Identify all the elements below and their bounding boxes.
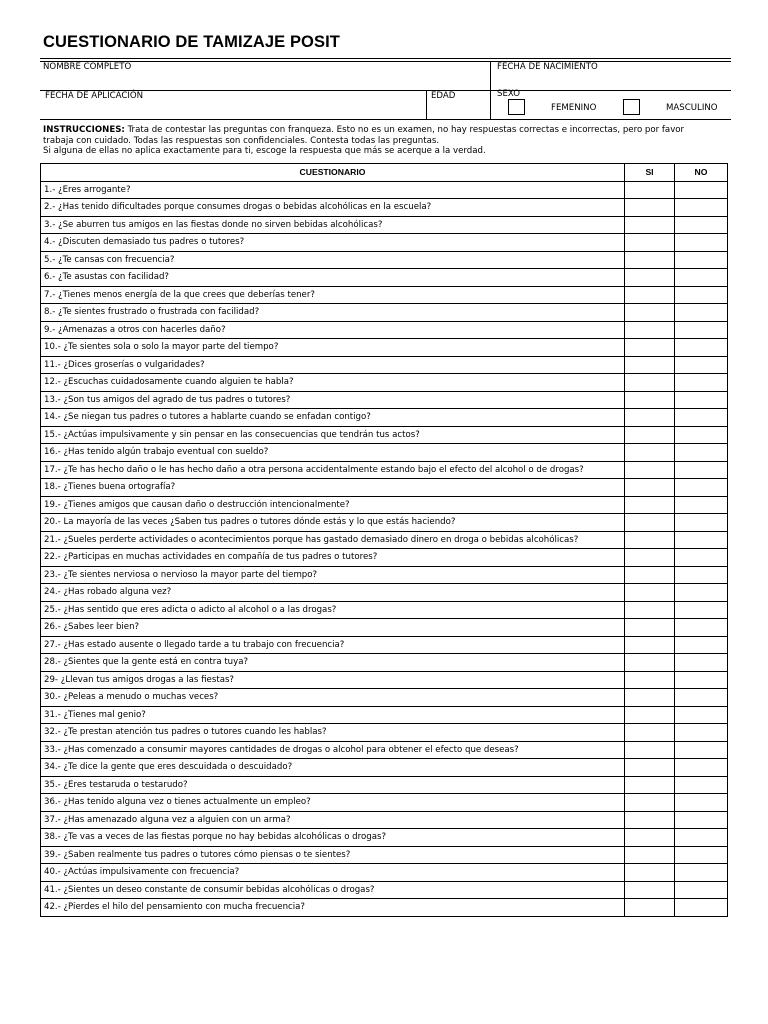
header-divider-right: [490, 61, 491, 119]
question-text: 2.- ¿Has tenido dificultades porque consumes drogas o bebidas alcohólicas en la escuela?: [41, 199, 625, 217]
answer-no-cell[interactable]: [675, 601, 728, 619]
header-yes: SI: [625, 164, 675, 182]
instructions-line-1: Trata de contestar las preguntas con franqueza. Esto no es un examen, no hay respuestas correctas e incorrectas, pero por favor: [124, 125, 685, 135]
question-text: 3.- ¿Se aburren tus amigos en las fiestas donde no sirven bebidas alcohólicas?: [41, 216, 625, 234]
table-row: [41, 479, 728, 497]
question-text: 7.- ¿Tienes menos energía de la que crees que deberías tener?: [41, 286, 625, 304]
answer-yes-cell[interactable]: [625, 759, 675, 777]
answer-yes-cell[interactable]: [625, 654, 675, 672]
table-row: [41, 531, 728, 549]
table-row: [41, 636, 728, 654]
header-mid-rule: [40, 90, 731, 91]
table-row: [41, 356, 728, 374]
question-text: 27.- ¿Has estado ausente o llegado tarde a tu trabajo con frecuencia?: [41, 636, 625, 654]
answer-yes-cell[interactable]: [625, 269, 675, 287]
question-text: 12.- ¿Escuchas cuidadosamente cuando alguien te habla?: [41, 374, 625, 392]
page-title: CUESTIONARIO DE TAMIZAJE POSIT: [43, 33, 340, 51]
answer-no-cell[interactable]: [675, 426, 728, 444]
female-checkbox[interactable]: [508, 99, 525, 115]
table-row: [41, 321, 728, 339]
answer-no-cell[interactable]: [675, 531, 728, 549]
table-row: [41, 444, 728, 462]
answer-yes-cell[interactable]: [625, 619, 675, 637]
table-row: [41, 409, 728, 427]
answer-no-cell[interactable]: [675, 409, 728, 427]
application-date-field[interactable]: FECHA DE APLICACIÓN: [45, 91, 144, 101]
instructions-line-3: Si alguna de ellas no aplica exactamente para ti, escoge la respuesta que más se acerque a la verdad.: [43, 146, 486, 157]
answer-no-cell[interactable]: [675, 584, 728, 602]
table-row: [41, 566, 728, 584]
question-text: 39.- ¿Saben realmente tus padres o tutores cómo piensas o te sientes?: [41, 846, 625, 864]
table-row: [41, 654, 728, 672]
answer-no-cell[interactable]: [675, 864, 728, 882]
question-text: 13.- ¿Son tus amigos del agrado de tus padres o tutores?: [41, 391, 625, 409]
question-text: 23.- ¿Te sientes nerviosa o nervioso la mayor parte del tiempo?: [41, 566, 625, 584]
table-row: [41, 741, 728, 759]
answer-yes-cell[interactable]: [625, 601, 675, 619]
answer-yes-cell[interactable]: [625, 864, 675, 882]
question-text: 36.- ¿Has tenido alguna vez o tienes actualmente un empleo?: [41, 794, 625, 812]
sex-label: SEXO: [497, 89, 520, 99]
answer-yes-cell[interactable]: [625, 689, 675, 707]
table-row: [41, 794, 728, 812]
answer-yes-cell[interactable]: [625, 234, 675, 252]
table-row: [41, 269, 728, 287]
question-text: 18.- ¿Tienes buena ortografía?: [41, 479, 625, 497]
table-row: [41, 304, 728, 322]
question-text: 35.- ¿Eres testaruda o testarudo?: [41, 776, 625, 794]
answer-no-cell[interactable]: [675, 619, 728, 637]
answer-yes-cell[interactable]: [625, 671, 675, 689]
answer-yes-cell[interactable]: [625, 829, 675, 847]
table-row: [41, 181, 728, 199]
answer-yes-cell[interactable]: [625, 636, 675, 654]
answer-yes-cell[interactable]: [625, 706, 675, 724]
answer-no-cell[interactable]: [675, 479, 728, 497]
question-text: 22.- ¿Participas en muchas actividades en compañía de tus padres o tutores?: [41, 549, 625, 567]
answer-no-cell[interactable]: [675, 461, 728, 479]
answer-yes-cell[interactable]: [625, 811, 675, 829]
answer-no-cell[interactable]: [675, 881, 728, 899]
header-question: CUESTIONARIO: [41, 164, 625, 182]
question-text: 24.- ¿Has robado alguna vez?: [41, 584, 625, 602]
table-row: [41, 286, 728, 304]
questionnaire-table: [40, 163, 728, 917]
question-text: 33.- ¿Has comenzado a consumir mayores cantidades de drogas o alcohol para obtener el efecto que deseas?: [41, 741, 625, 759]
answer-no-cell[interactable]: [675, 286, 728, 304]
table-row: [41, 461, 728, 479]
table-row: [41, 881, 728, 899]
answer-no-cell[interactable]: [675, 269, 728, 287]
header-divider-edad: [426, 90, 427, 119]
age-field[interactable]: EDAD: [431, 91, 456, 101]
answer-no-cell[interactable]: [675, 671, 728, 689]
answer-yes-cell[interactable]: [625, 776, 675, 794]
table-header-row: [41, 164, 728, 182]
table-row: [41, 251, 728, 269]
answer-yes-cell[interactable]: [625, 461, 675, 479]
answer-no-cell[interactable]: [675, 724, 728, 742]
question-text: 6.- ¿Te asustas con facilidad?: [41, 269, 625, 287]
table-row: [41, 846, 728, 864]
question-text: 29- ¿Llevan tus amigos drogas a las fiestas?: [41, 671, 625, 689]
answer-yes-cell[interactable]: [625, 584, 675, 602]
question-text: 20.- La mayoría de las veces ¿Saben tus padres o tutores dónde estás y lo que estás haciendo?: [41, 514, 625, 532]
answer-yes-cell[interactable]: [625, 181, 675, 199]
answer-yes-cell[interactable]: [625, 549, 675, 567]
header-bottom-rule: [40, 119, 731, 120]
question-text: 15.- ¿Actúas impulsivamente y sin pensar en las consecuencias que tendrán tus actos?: [41, 426, 625, 444]
table-row: [41, 339, 728, 357]
answer-yes-cell[interactable]: [625, 409, 675, 427]
instructions-label: INSTRUCCIONES:: [43, 125, 125, 135]
question-text: 32.- ¿Te prestan atención tus padres o tutores cuando les hablas?: [41, 724, 625, 742]
question-text: 8.- ¿Te sientes frustrado o frustrada con facilidad?: [41, 304, 625, 322]
answer-yes-cell[interactable]: [625, 794, 675, 812]
questions-body: [41, 181, 728, 916]
table-row: [41, 601, 728, 619]
answer-no-cell[interactable]: [675, 321, 728, 339]
table-row: [41, 724, 728, 742]
question-text: 21.- ¿Sueles perderte actividades o acontecimientos porque has gastado demasiado dinero en droga o bebidas alcohólicas?: [41, 531, 625, 549]
answer-no-cell[interactable]: [675, 251, 728, 269]
table-row: [41, 706, 728, 724]
table-row: [41, 391, 728, 409]
question-text: 38.- ¿Te vas a veces de las fiestas porque no hay bebidas alcohólicas o drogas?: [41, 829, 625, 847]
answer-no-cell[interactable]: [675, 811, 728, 829]
table-row: [41, 811, 728, 829]
answer-no-cell[interactable]: [675, 636, 728, 654]
question-text: 14.- ¿Se niegan tus padres o tutores a hablarte cuando se enfadan contigo?: [41, 409, 625, 427]
table-row: [41, 234, 728, 252]
answer-no-cell[interactable]: [675, 566, 728, 584]
answer-yes-cell[interactable]: [625, 304, 675, 322]
table-row: [41, 689, 728, 707]
answer-no-cell[interactable]: [675, 829, 728, 847]
instructions-line-2: trabaja con cuidado. Todas las respuestas son confidenciales. Contesta todas las preguntas.: [43, 135, 440, 146]
header-top-rule-2: [40, 61, 731, 62]
answer-yes-cell[interactable]: [625, 374, 675, 392]
table-row: [41, 426, 728, 444]
question-text: 41.- ¿Sientes un deseo constante de consumir bebidas alcohólicas o drogas?: [41, 881, 625, 899]
answer-no-cell[interactable]: [675, 899, 728, 917]
female-label: FEMENINO: [551, 103, 597, 113]
table-row: [41, 374, 728, 392]
table-row: [41, 776, 728, 794]
answer-no-cell[interactable]: [675, 496, 728, 514]
question-text: 28.- ¿Sientes que la gente está en contra tuya?: [41, 654, 625, 672]
question-text: 31.- ¿Tienes mal genio?: [41, 706, 625, 724]
answer-no-cell[interactable]: [675, 741, 728, 759]
answer-yes-cell[interactable]: [625, 479, 675, 497]
table-row: [41, 199, 728, 217]
answer-no-cell[interactable]: [675, 846, 728, 864]
question-text: 42.- ¿Pierdes el hilo del pensamiento con mucha frecuencia?: [41, 899, 625, 917]
answer-yes-cell[interactable]: [625, 566, 675, 584]
question-text: 37.- ¿Has amenazado alguna vez a alguien con un arma?: [41, 811, 625, 829]
answer-no-cell[interactable]: [675, 689, 728, 707]
answer-no-cell[interactable]: [675, 549, 728, 567]
table-row: [41, 864, 728, 882]
answer-yes-cell[interactable]: [625, 531, 675, 549]
question-text: 40.- ¿Actúas impulsivamente con frecuencia?: [41, 864, 625, 882]
question-text: 16.- ¿Has tenido algún trabajo eventual con sueldo?: [41, 444, 625, 462]
question-text: 10.- ¿Te sientes sola o solo la mayor parte del tiempo?: [41, 339, 625, 357]
answer-yes-cell[interactable]: [625, 251, 675, 269]
question-text: 30.- ¿Peleas a menudo o muchas veces?: [41, 689, 625, 707]
full-name-field[interactable]: NOMBRE COMPLETO: [43, 62, 132, 72]
answer-no-cell[interactable]: [675, 234, 728, 252]
question-text: 17.- ¿Te has hecho daño o le has hecho daño a otra persona accidentalmente estando bajo el efecto del alcohol o de drogas?: [41, 461, 625, 479]
answer-yes-cell[interactable]: [625, 216, 675, 234]
answer-yes-cell[interactable]: [625, 286, 675, 304]
answer-yes-cell[interactable]: [625, 899, 675, 917]
answer-yes-cell[interactable]: [625, 356, 675, 374]
answer-yes-cell[interactable]: [625, 444, 675, 462]
table-row: [41, 549, 728, 567]
answer-yes-cell[interactable]: [625, 426, 675, 444]
answer-yes-cell[interactable]: [625, 391, 675, 409]
answer-no-cell[interactable]: [675, 794, 728, 812]
answer-no-cell[interactable]: [675, 776, 728, 794]
table-row: [41, 496, 728, 514]
table-row: [41, 671, 728, 689]
table-row: [41, 216, 728, 234]
instructions: [43, 125, 733, 157]
answer-yes-cell[interactable]: [625, 846, 675, 864]
answer-no-cell[interactable]: [675, 199, 728, 217]
answer-yes-cell[interactable]: [625, 199, 675, 217]
answer-no-cell[interactable]: [675, 304, 728, 322]
answer-yes-cell[interactable]: [625, 741, 675, 759]
answer-no-cell[interactable]: [675, 444, 728, 462]
question-text: 1.- ¿Eres arrogante?: [41, 181, 625, 199]
answer-yes-cell[interactable]: [625, 321, 675, 339]
answer-no-cell[interactable]: [675, 759, 728, 777]
answer-no-cell[interactable]: [675, 706, 728, 724]
answer-no-cell[interactable]: [675, 654, 728, 672]
answer-no-cell[interactable]: [675, 514, 728, 532]
question-text: 26.- ¿Sabes leer bien?: [41, 619, 625, 637]
table-row: [41, 759, 728, 777]
table-row: [41, 514, 728, 532]
question-text: 9.- ¿Amenazas a otros con hacerles daño?: [41, 321, 625, 339]
answer-no-cell[interactable]: [675, 181, 728, 199]
answer-no-cell[interactable]: [675, 339, 728, 357]
male-label: MASCULINO: [666, 103, 718, 113]
answer-yes-cell[interactable]: [625, 724, 675, 742]
header-top-rule: [40, 58, 731, 59]
table-row: [41, 829, 728, 847]
header-no: NO: [675, 164, 728, 182]
male-checkbox[interactable]: [623, 99, 640, 115]
answer-no-cell[interactable]: [675, 216, 728, 234]
question-text: 25.- ¿Has sentido que eres adicta o adicto al alcohol o a las drogas?: [41, 601, 625, 619]
answer-yes-cell[interactable]: [625, 339, 675, 357]
question-text: 5.- ¿Te cansas con frecuencia?: [41, 251, 625, 269]
table-row: [41, 584, 728, 602]
answer-no-cell[interactable]: [675, 391, 728, 409]
birth-date-field[interactable]: FECHA DE NACIMIENTO: [497, 62, 598, 72]
question-text: 11.- ¿Dices groserías o vulgaridades?: [41, 356, 625, 374]
question-text: 19.- ¿Tienes amigos que causan daño o destrucción intencionalmente?: [41, 496, 625, 514]
question-text: 4.- ¿Discuten demasiado tus padres o tutores?: [41, 234, 625, 252]
answer-yes-cell[interactable]: [625, 496, 675, 514]
answer-no-cell[interactable]: [675, 356, 728, 374]
question-text: 34.- ¿Te dice la gente que eres descuidada o descuidado?: [41, 759, 625, 777]
answer-yes-cell[interactable]: [625, 514, 675, 532]
answer-no-cell[interactable]: [675, 374, 728, 392]
table-row: [41, 619, 728, 637]
table-row: [41, 899, 728, 917]
answer-yes-cell[interactable]: [625, 881, 675, 899]
